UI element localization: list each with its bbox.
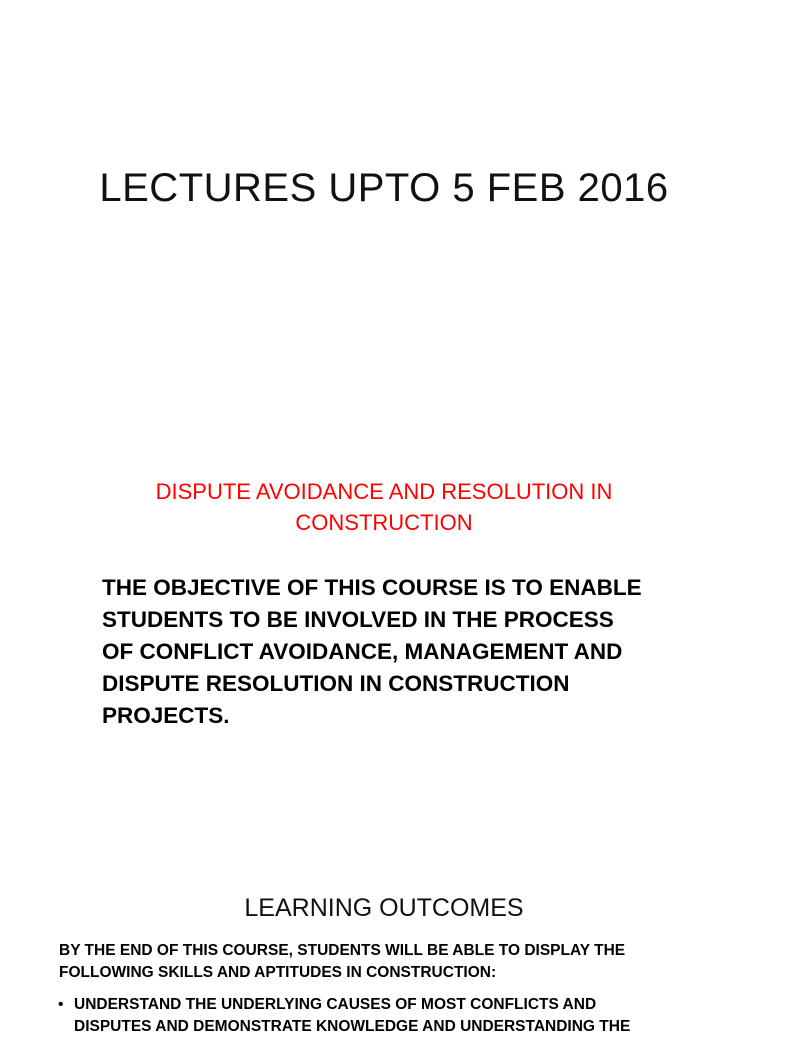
outcomes-list xyxy=(58,994,798,1038)
slide-learning-outcomes xyxy=(0,864,768,1035)
slide-title xyxy=(0,0,768,432)
bullet-line: UNDERSTAND THE UNDERLYING CAUSES OF MOST CONFLICTS AND xyxy=(74,996,597,1013)
course-name-heading xyxy=(0,476,768,538)
course-name-line: CONSTRUCTION xyxy=(295,510,473,535)
objective-line: STUDENTS TO BE INVOLVED IN THE PROCESS xyxy=(102,607,614,632)
objective-line: DISPUTE RESOLUTION IN CONSTRUCTION xyxy=(102,671,570,696)
lecture-title: LECTURES UPTO 5 FEB 2016 xyxy=(99,166,669,210)
course-name-line: DISPUTE AVOIDANCE AND RESOLUTION IN xyxy=(155,479,613,504)
bullet-line: DISPUTES AND DEMONSTRATE KNOWLEDGE AND UNDERSTANDING THE xyxy=(74,1018,631,1035)
slide-course-objective xyxy=(0,432,768,864)
objective-line: THE OBJECTIVE OF THIS COURSE IS TO ENABLE xyxy=(102,575,642,600)
intro-line: FOLLOWING SKILLS AND APTITUDES IN CONSTRUCTION: xyxy=(59,964,497,981)
objective-line: OF CONFLICT AVOIDANCE, MANAGEMENT AND xyxy=(102,639,623,664)
course-objective-text xyxy=(102,572,722,732)
learning-outcomes-title: LEARNING OUTCOMES xyxy=(244,894,524,922)
bullet-icon: • xyxy=(58,996,64,1013)
list-item xyxy=(58,994,798,1038)
objective-line: PROJECTS. xyxy=(102,703,230,728)
intro-line: BY THE END OF THIS COURSE, STUDENTS WILL BE ABLE TO DISPLAY THE xyxy=(59,942,626,959)
learning-outcomes-intro xyxy=(59,940,759,984)
